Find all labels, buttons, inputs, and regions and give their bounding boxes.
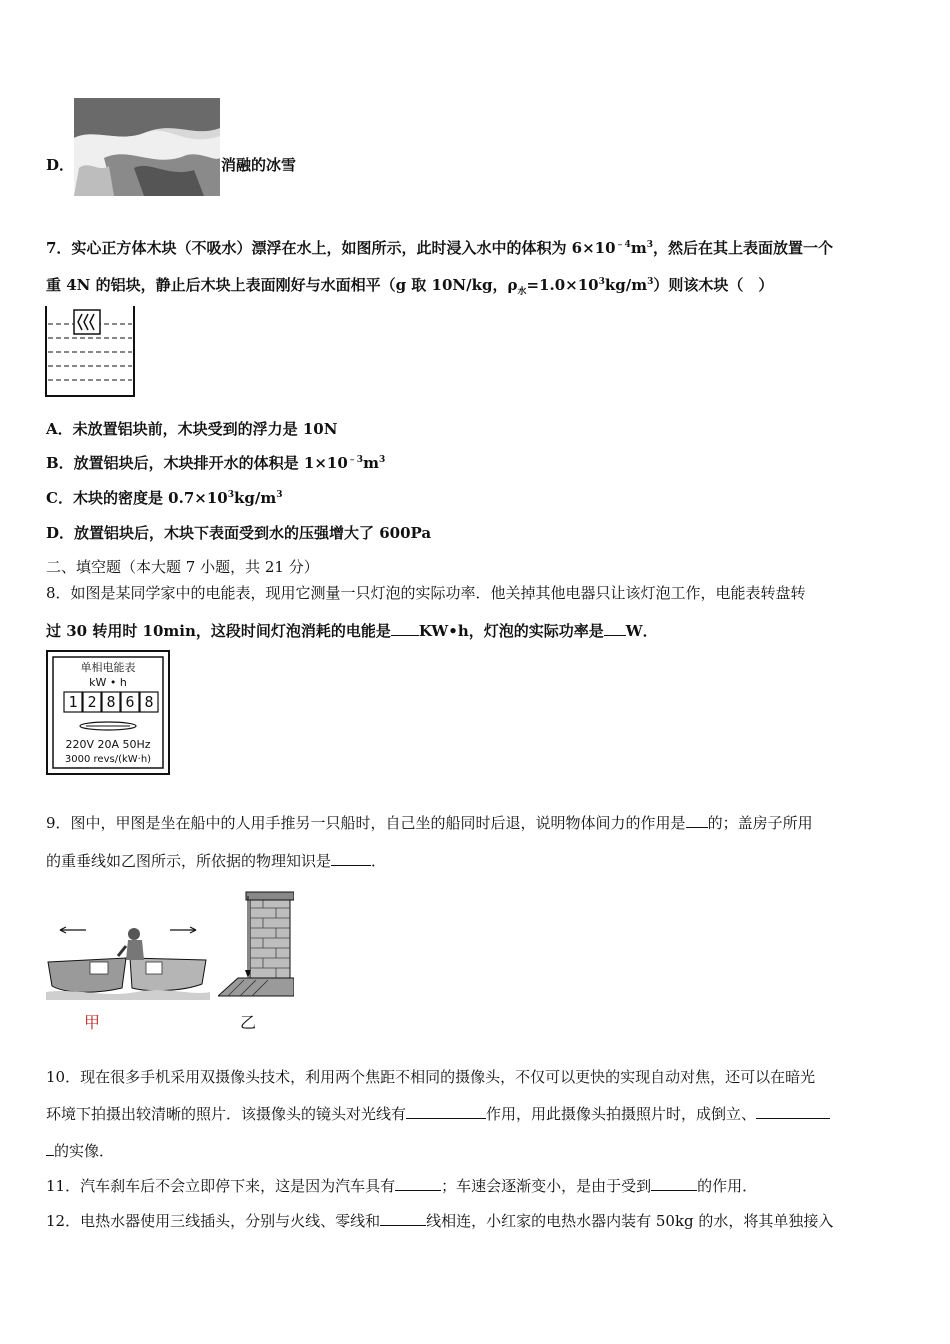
q9-blank-1 (686, 813, 708, 828)
q6-option-d-text: 消融的冰雪 (221, 156, 297, 174)
meter-digit: 6 (125, 693, 135, 711)
plumb-line-wall-svg (218, 888, 294, 998)
q9-stem-line1: 9．图中，甲图是坐在船中的人用手推另一只船时，自己坐的船同时后退，说明物体间力的作用是 的；盖房子所用 (46, 814, 813, 832)
q10-stem-line1: 10．现在很多手机采用双摄像头技术，利用两个焦距不相同的摄像头，不仅可以更快的实现自动对焦，还可以在暗光 (46, 1068, 816, 1086)
q10-blank-1 (406, 1104, 486, 1119)
q11-blank-1 (395, 1176, 441, 1191)
q8-blank-2 (604, 621, 626, 636)
caption-jia: 甲 (84, 1013, 101, 1032)
plumb-line-wall-figure (218, 888, 294, 998)
melting-snow-illustration (74, 98, 220, 196)
q11-blank-2 (651, 1176, 697, 1191)
q8-stem-line1: 8．如图是某同学家中的电能表，现用它测量一只灯泡的实际功率．他关掉其他电器只让该灯泡工作，电能表转盘转 (46, 584, 806, 602)
boat-push-svg (46, 922, 210, 1000)
meter-revs: 3000 revs/(kW·h) (64, 754, 152, 765)
q8-stem-line2: 过 30 转用时 10min，这段时间灯泡消耗的电能是 KW•h，灯泡的实际功率是 W． (46, 622, 658, 640)
melting-snow-image (74, 98, 220, 196)
q7-option-c: C．木块的密度是 $0.7\times 10^3kg/m^3$ (46, 489, 283, 507)
floating-block-diagram (44, 304, 138, 398)
meter-unit: kW • h (89, 676, 127, 689)
q7-stem-line2: 重 4N 的铝块，静止后木块上表面刚好与水面相平（g 取 10N/kg，$\rho_水=1.0\times 10^3kg/m^3$）则该木块（ ） (46, 276, 774, 297)
caption-yi: 乙 (240, 1013, 257, 1032)
meter-specs: 220V 20A 50Hz (65, 738, 151, 751)
q7-stem-line1: 7．实心正方体木块（不吸水）漂浮在水上，如图所示，此时浸入水中的体积为 $6\times 10^{﹣4}m^3$，然后在其上表面放置一个 (46, 239, 833, 257)
q6-option-d-label: D． (46, 156, 75, 174)
q9-blank-2 (331, 851, 371, 866)
q7-option-b: B．放置铝块后，木块排开水的体积是 $1\times 10^{﹣3}m^3$ (46, 454, 386, 472)
q10-stem-line3: 的实像． (46, 1140, 114, 1161)
meter-title: 单相电能表 (80, 661, 136, 674)
q10-blank-2a (756, 1104, 830, 1119)
q10-blank-2b (46, 1141, 54, 1156)
section-heading: 二、填空题（本大题 7 小题，共 21 分） (46, 558, 319, 576)
q9-stem-line2: 的重垂线如乙图所示，所依据的物理知识是 ． (46, 852, 387, 870)
q10-stem-line2: 环境下拍摄出较清晰的照片．该摄像头的镜头对光线有 作用，用此摄像头拍摄照片时，成倒立、 (46, 1103, 830, 1124)
q8-blank-1 (391, 621, 419, 636)
boat-push-figure (46, 922, 210, 1000)
meter-digit: 2 (87, 693, 97, 711)
q7-option-a: A．未放置铝块前，木块受到的浮力是 10N (46, 420, 338, 438)
q11-stem: 11．汽车刹车后不会立即停下来，这是因为汽车具有 ；车速会逐渐变小，是由于受到 的作用． (46, 1177, 758, 1195)
water-container-svg (44, 304, 138, 398)
meter-digit: 8 (144, 693, 154, 711)
electric-meter-figure (46, 650, 170, 775)
meter-digit: 8 (106, 693, 116, 711)
q12-blank-1 (380, 1211, 426, 1226)
meter-digit: 1 (68, 693, 78, 711)
q7-option-d: D．放置铝块后，木块下表面受到水的压强增大了 600Pa (46, 524, 432, 542)
q12-stem: 12．电热水器使用三线插头，分别与火线、零线和 线相连，小红家的电热水器内装有 50kg 的水，将其单独接入 (46, 1212, 834, 1230)
electric-meter-svg (46, 650, 170, 775)
